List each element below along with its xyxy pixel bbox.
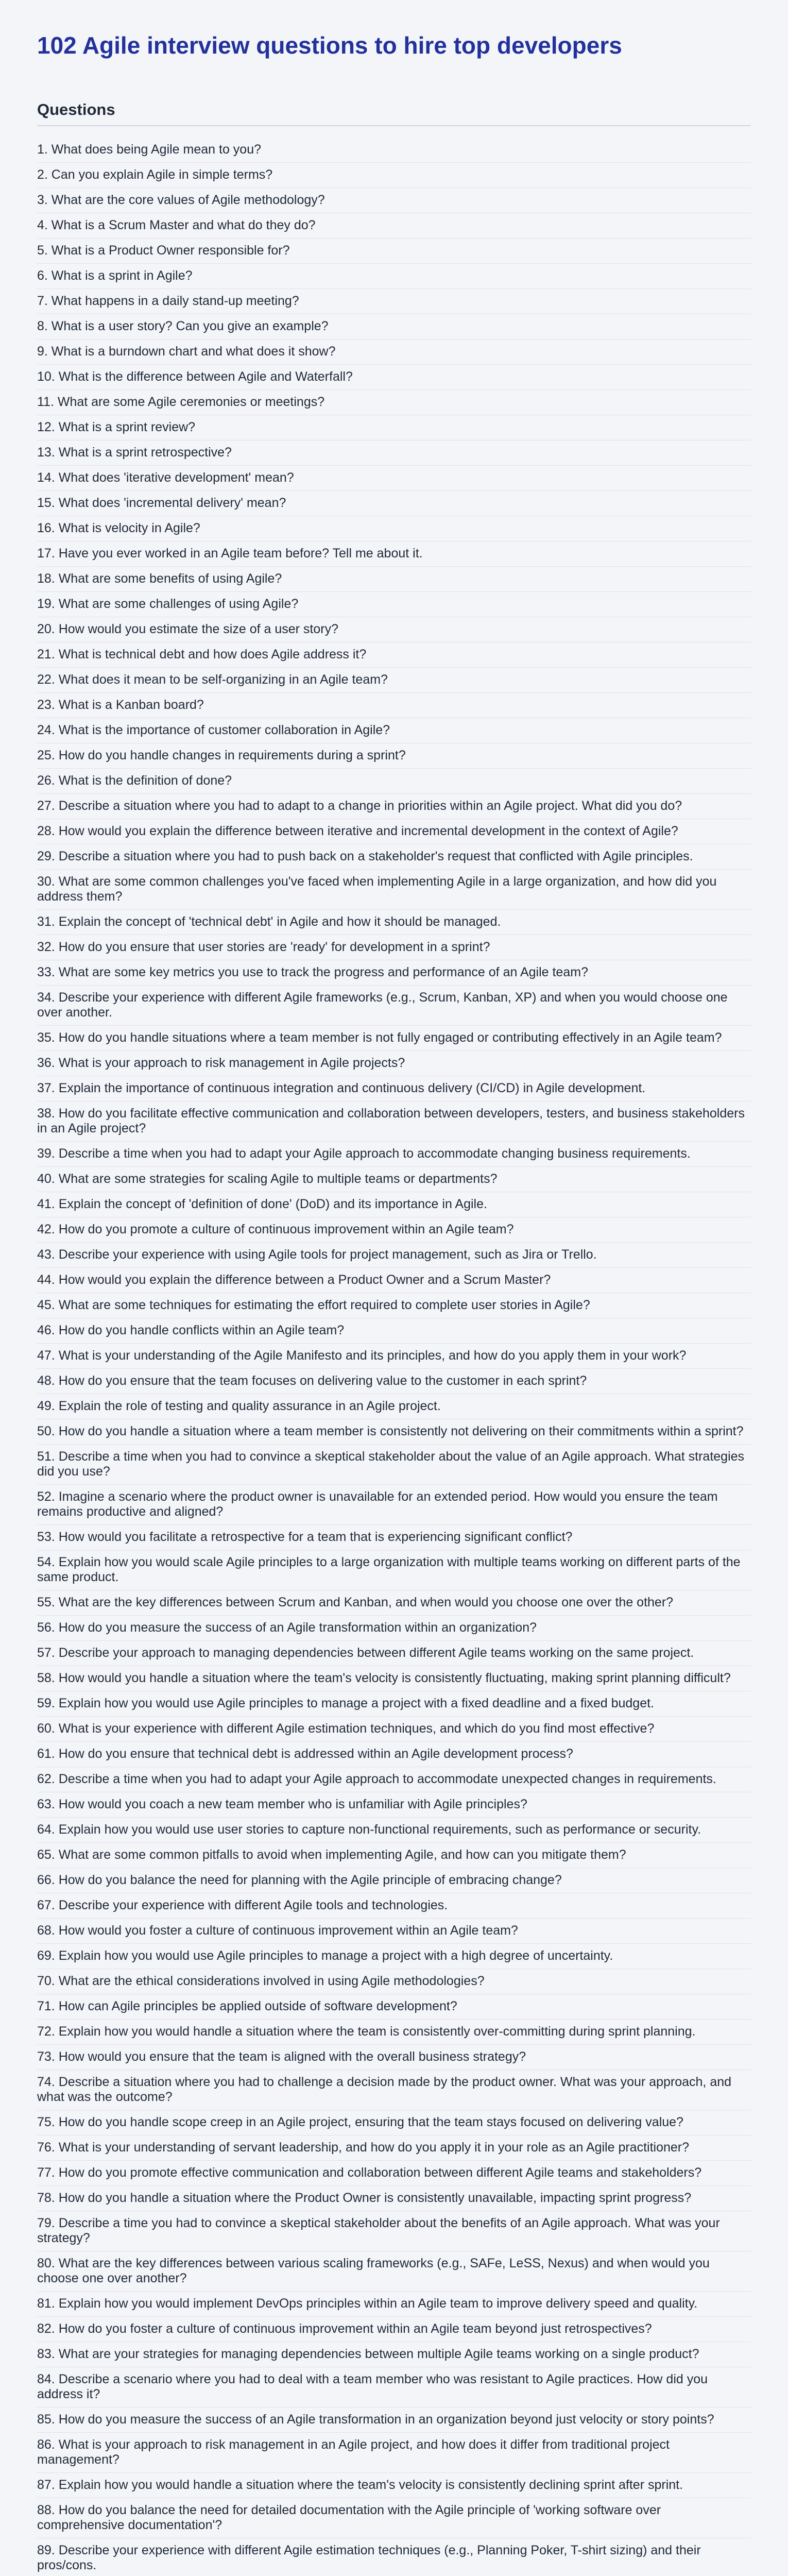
question-item: 23. What is a Kanban board? — [37, 693, 751, 718]
question-item: 85. How do you measure the success of an Agile transformation in an organization beyond just velocity or story points? — [37, 2408, 751, 2433]
question-item: 50. How do you handle a situation where a team member is consistently not delivering on their commitments within a sprint? — [37, 1419, 751, 1445]
question-item: 19. What are some challenges of using Agile? — [37, 592, 751, 617]
question-item: 79. Describe a time you had to convince a skeptical stakeholder about the benefits of an Agile approach. What was your strategy? — [37, 2211, 751, 2251]
question-item: 21. What is technical debt and how does Agile address it? — [37, 642, 751, 668]
question-item: 53. How would you facilitate a retrospective for a team that is experiencing significant conflict? — [37, 1525, 751, 1550]
question-item: 74. Describe a situation where you had to challenge a decision made by the product owner. What was your approach, and what was the outcome? — [37, 2070, 751, 2110]
question-item: 73. How would you ensure that the team is aligned with the overall business strategy? — [37, 2045, 751, 2070]
question-item: 18. What are some benefits of using Agile? — [37, 567, 751, 592]
divider — [37, 125, 751, 126]
question-item: 66. How do you balance the need for planning with the Agile principle of embracing change? — [37, 1868, 751, 1893]
question-item: 88. How do you balance the need for detailed documentation with the Agile principle of 'working software over comprehensive documentation'? — [37, 2498, 751, 2538]
question-item: 70. What are the ethical considerations involved in using Agile methodologies? — [37, 1969, 751, 1994]
question-item: 26. What is the definition of done? — [37, 769, 751, 794]
question-item: 42. How do you promote a culture of continuous improvement within an Agile team? — [37, 1217, 751, 1243]
question-item: 8. What is a user story? Can you give an example? — [37, 314, 751, 340]
section-heading: Questions — [37, 100, 115, 118]
question-item: 65. What are some common pitfalls to avoid when implementing Agile, and how can you mitigate them? — [37, 1843, 751, 1868]
question-item: 72. Explain how you would handle a situation where the team is consistently over-committing during sprint planning. — [37, 2020, 751, 2045]
question-item: 47. What is your understanding of the Agile Manifesto and its principles, and how do you apply them in your work? — [37, 1344, 751, 1369]
question-item: 20. How would you estimate the size of a user story? — [37, 617, 751, 642]
question-item: 81. Explain how you would implement DevOps principles within an Agile team to improve delivery speed and quality. — [37, 2292, 751, 2317]
question-item: 41. Explain the concept of 'definition of done' (DoD) and its importance in Agile. — [37, 1192, 751, 1217]
question-item: 15. What does 'incremental delivery' mean? — [37, 491, 751, 516]
question-item: 61. How do you ensure that technical debt is addressed within an Agile development process? — [37, 1742, 751, 1767]
question-item: 45. What are some techniques for estimating the effort required to complete user stories in Agile? — [37, 1293, 751, 1318]
question-item: 2. Can you explain Agile in simple terms? — [37, 163, 751, 188]
question-item: 52. Imagine a scenario where the product owner is unavailable for an extended period. How would you ensure the team remains productive and aligned? — [37, 1485, 751, 1525]
question-item: 4. What is a Scrum Master and what do they do? — [37, 213, 751, 239]
question-item: 78. How do you handle a situation where the Product Owner is consistently unavailable, impacting sprint progress? — [37, 2186, 751, 2211]
question-item: 34. Describe your experience with different Agile frameworks (e.g., Scrum, Kanban, XP) and when you would choose one over another. — [37, 986, 751, 1026]
question-item: 17. Have you ever worked in an Agile team before? Tell me about it. — [37, 541, 751, 567]
question-item: 37. Explain the importance of continuous integration and continuous delivery (CI/CD) in Agile development. — [37, 1076, 751, 1101]
question-item: 10. What is the difference between Agile and Waterfall? — [37, 365, 751, 390]
question-item: 16. What is velocity in Agile? — [37, 516, 751, 541]
question-item: 77. How do you promote effective communication and collaboration between different Agile teams and stakeholders? — [37, 2161, 751, 2186]
question-item: 24. What is the importance of customer collaboration in Agile? — [37, 718, 751, 743]
question-item: 76. What is your understanding of servant leadership, and how do you apply it in your role as an Agile practitioner? — [37, 2136, 751, 2161]
question-item: 39. Describe a time when you had to adapt your Agile approach to accommodate changing business requirements. — [37, 1142, 751, 1167]
question-item: 36. What is your approach to risk management in Agile projects? — [37, 1051, 751, 1076]
question-item: 35. How do you handle situations where a team member is not fully engaged or contributing effectively in an Agile team? — [37, 1026, 751, 1051]
question-item: 63. How would you coach a new team member who is unfamiliar with Agile principles? — [37, 1792, 751, 1818]
question-item: 11. What are some Agile ceremonies or meetings? — [37, 390, 751, 415]
question-item: 25. How do you handle changes in requirements during a sprint? — [37, 743, 751, 769]
question-item: 9. What is a burndown chart and what does it show? — [37, 340, 751, 365]
question-item: 82. How do you foster a culture of continuous improvement within an Agile team beyond just retrospectives? — [37, 2317, 751, 2342]
question-item: 80. What are the key differences between various scaling frameworks (e.g., SAFe, LeSS, Nexus) and when would you choose one over another? — [37, 2251, 751, 2292]
question-item: 29. Describe a situation where you had to push back on a stakeholder's request that conflicted with Agile principles. — [37, 844, 751, 870]
question-item: 22. What does it mean to be self-organizing in an Agile team? — [37, 668, 751, 693]
question-item: 56. How do you measure the success of an Agile transformation within an organization? — [37, 1616, 751, 1641]
question-item: 84. Describe a scenario where you had to deal with a team member who was resistant to Agile practices. How did you address it? — [37, 2367, 751, 2408]
question-item: 30. What are some common challenges you've faced when implementing Agile in a large organization, and how did you address them? — [37, 870, 751, 910]
question-item: 14. What does 'iterative development' mean? — [37, 466, 751, 491]
question-item: 49. Explain the role of testing and quality assurance in an Agile project. — [37, 1394, 751, 1419]
question-item: 83. What are your strategies for managing dependencies between multiple Agile teams working on a single product? — [37, 2342, 751, 2367]
question-item: 31. Explain the concept of 'technical debt' in Agile and how it should be managed. — [37, 910, 751, 935]
question-item: 3. What are the core values of Agile methodology? — [37, 188, 751, 213]
question-item: 64. Explain how you would use user stories to capture non-functional requirements, such as performance or security. — [37, 1818, 751, 1843]
question-item: 13. What is a sprint retrospective? — [37, 440, 751, 466]
question-item: 27. Describe a situation where you had to adapt to a change in priorities within an Agile project. What did you do? — [37, 794, 751, 819]
question-item: 33. What are some key metrics you use to track the progress and performance of an Agile team? — [37, 960, 751, 986]
question-item: 12. What is a sprint review? — [37, 415, 751, 440]
question-item: 86. What is your approach to risk management in an Agile project, and how does it differ from traditional project management? — [37, 2433, 751, 2473]
question-item: 89. Describe your experience with different Agile estimation techniques (e.g., Planning Poker, T-shirt sizing) and their pros/cons. — [37, 2538, 751, 2576]
question-item: 75. How do you handle scope creep in an Agile project, ensuring that the team stays focused on delivering value? — [37, 2110, 751, 2136]
question-item: 60. What is your experience with different Agile estimation techniques, and which do you find most effective? — [37, 1717, 751, 1742]
question-item: 6. What is a sprint in Agile? — [37, 264, 751, 289]
question-item: 1. What does being Agile mean to you? — [37, 138, 751, 163]
question-item: 32. How do you ensure that user stories are 'ready' for development in a sprint? — [37, 935, 751, 960]
question-item: 71. How can Agile principles be applied outside of software development? — [37, 1994, 751, 2020]
question-item: 69. Explain how you would use Agile principles to manage a project with a high degree of uncertainty. — [37, 1944, 751, 1969]
question-item: 54. Explain how you would scale Agile principles to a large organization with multiple teams working on different parts of the same product. — [37, 1550, 751, 1590]
question-item: 38. How do you facilitate effective communication and collaboration between developers, testers, and business stakeholders in an Agile project? — [37, 1101, 751, 1142]
question-item: 67. Describe your experience with different Agile tools and technologies. — [37, 1893, 751, 1919]
question-item: 57. Describe your approach to managing dependencies between different Agile teams working on the same project. — [37, 1641, 751, 1666]
question-item: 62. Describe a time when you had to adapt your Agile approach to accommodate unexpected changes in requirements. — [37, 1767, 751, 1792]
question-item: 28. How would you explain the difference between iterative and incremental development in the context of Agile? — [37, 819, 751, 844]
question-item: 59. Explain how you would use Agile principles to manage a project with a fixed deadline and a fixed budget. — [37, 1691, 751, 1717]
question-item: 43. Describe your experience with using Agile tools for project management, such as Jira or Trello. — [37, 1243, 751, 1268]
question-item: 68. How would you foster a culture of continuous improvement within an Agile team? — [37, 1919, 751, 1944]
question-item: 7. What happens in a daily stand-up meeting? — [37, 289, 751, 314]
question-item: 51. Describe a time when you had to convince a skeptical stakeholder about the value of an Agile approach. What strategies did you use? — [37, 1445, 751, 1485]
question-list — [37, 138, 751, 2576]
question-item: 40. What are some strategies for scaling Agile to multiple teams or departments? — [37, 1167, 751, 1192]
question-item: 5. What is a Product Owner responsible for? — [37, 239, 751, 264]
question-item: 55. What are the key differences between Scrum and Kanban, and when would you choose one over the other? — [37, 1590, 751, 1616]
question-item: 46. How do you handle conflicts within an Agile team? — [37, 1318, 751, 1344]
page-title: 102 Agile interview questions to hire top developers — [37, 32, 622, 59]
question-item: 58. How would you handle a situation where the team's velocity is consistently fluctuating, making sprint planning difficult? — [37, 1666, 751, 1691]
question-item: 87. Explain how you would handle a situation where the team's velocity is consistently declining sprint after sprint. — [37, 2473, 751, 2498]
question-item: 48. How do you ensure that the team focuses on delivering value to the customer in each sprint? — [37, 1369, 751, 1394]
question-item: 44. How would you explain the difference between a Product Owner and a Scrum Master? — [37, 1268, 751, 1293]
